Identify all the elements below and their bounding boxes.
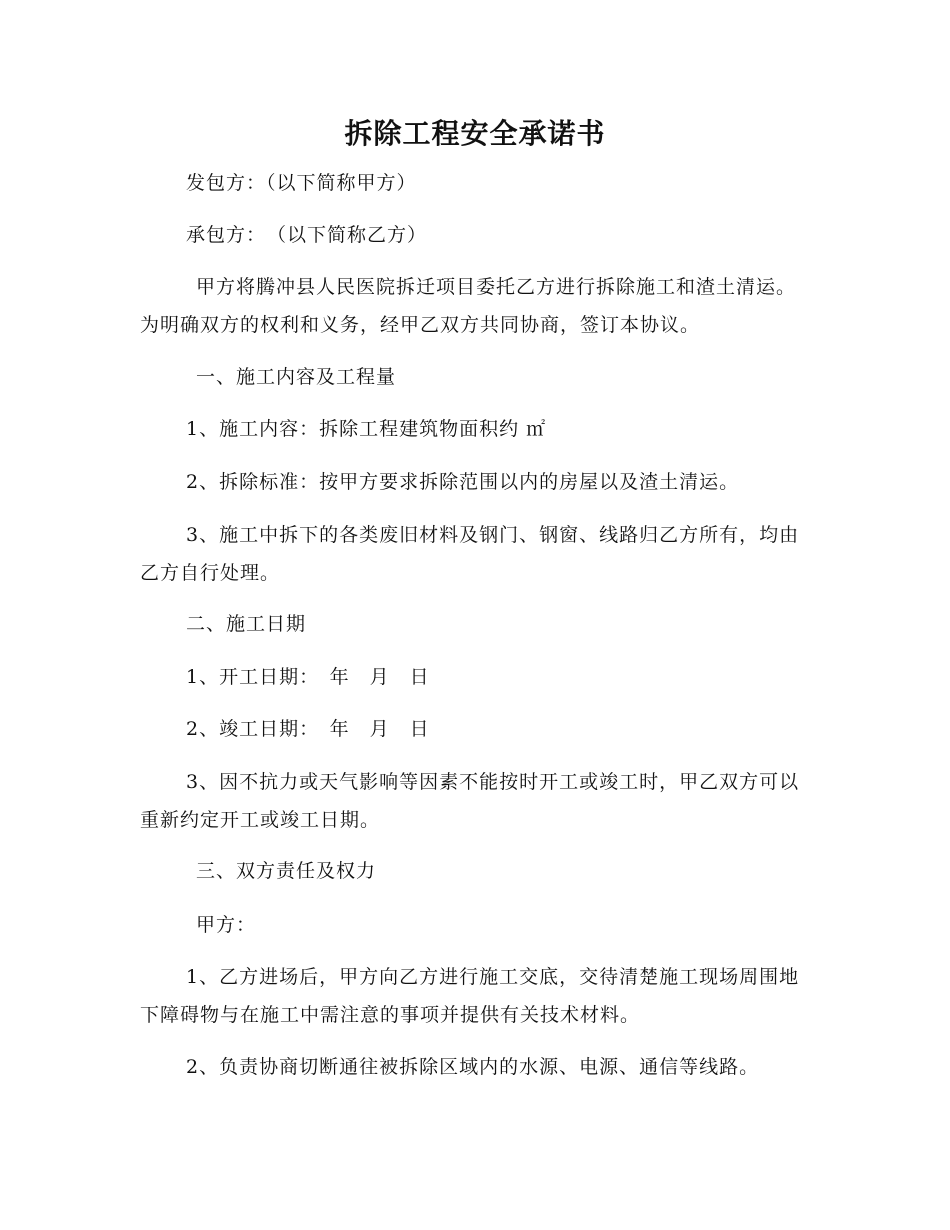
clause-2-1: 1、开工日期： 年 月 日 xyxy=(186,666,430,688)
clause-1-2: 2、拆除标准：按甲方要求拆除范围以内的房屋以及渣土清运。 xyxy=(186,471,740,493)
clause-1-1: 1、施工内容：拆除工程建筑物面积约 ㎡ xyxy=(186,418,547,440)
party-a-heading: 甲方： xyxy=(196,914,257,936)
clause-2-3: 3、因不抗力或天气影响等因素不能按时开工或竣工时，甲乙双方可以重新约定开工或竣工日期。 xyxy=(140,771,800,831)
section-heading-1: 一、施工内容及工程量 xyxy=(196,366,397,388)
document-title: 拆除工程安全承诺书 xyxy=(344,117,606,150)
clause-3-1: 1、乙方进场后，甲方向乙方进行施工交底，交待清楚施工现场周围地下障碍物与在施工中需注意的事项并提供有关技术材料。 xyxy=(140,966,800,1026)
clause-2-2: 2、竣工日期： 年 月 日 xyxy=(186,718,430,740)
clause-1-3: 3、施工中拆下的各类废旧材料及钢门、钢窗、线路归乙方所有，均由乙方自行处理。 xyxy=(140,524,800,584)
clause-3-2: 2、负责协商切断通往被拆除区域内的水源、电源、通信等线路。 xyxy=(186,1056,760,1078)
section-heading-3: 三、双方责任及权力 xyxy=(196,860,377,882)
intro-paragraph: 甲方将腾冲县人民医院拆迁项目委托乙方进行拆除施工和渣土清运。为明确双方的权利和义务，经甲乙双方共同协商，签订本协议。 xyxy=(140,276,797,336)
party-b-line: 承包方： （以下简称乙方） xyxy=(186,224,428,246)
party-a-line: 发包方：（以下简称甲方） xyxy=(186,172,417,194)
section-heading-2: 二、施工日期 xyxy=(186,613,307,635)
